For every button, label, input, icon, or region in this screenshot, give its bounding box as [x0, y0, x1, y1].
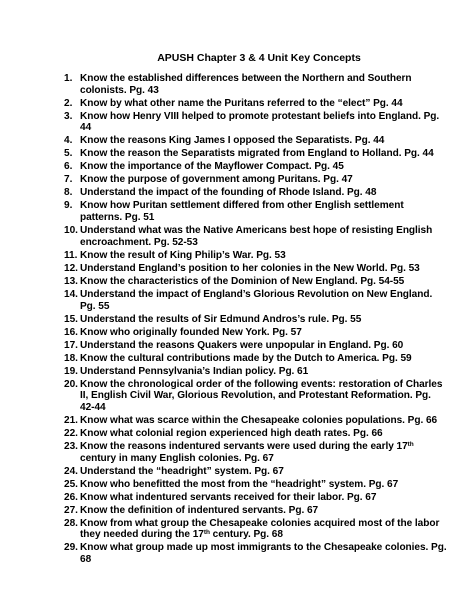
list-item: [64, 542, 448, 565]
item-text: Know the characteristics of the Dominion of New England. Pg. 54-55: [80, 275, 405, 287]
list-item: [64, 428, 448, 440]
item-number: 12.: [64, 262, 78, 274]
item-superscript: th: [203, 529, 210, 537]
list-item: [64, 518, 448, 541]
item-text: Know how Puritan settlement differed from other English settlement patterns. Pg. 51: [80, 200, 404, 224]
item-number: 1.: [64, 73, 73, 84]
list-item: [64, 161, 448, 173]
item-text-continued: century in many English colonies. Pg. 67: [80, 452, 274, 464]
item-text: Know what indentured servants received for their labor. Pg. 67: [80, 491, 377, 503]
item-text: Know the cultural contributions made by the Dutch to America. Pg. 59: [80, 352, 412, 364]
list-item: [64, 135, 448, 147]
item-number: 7.: [64, 174, 73, 186]
item-text: Know from what group the Chesapeake colonies acquired most of the labor they needed during the 17: [80, 517, 440, 541]
list-item: [64, 289, 448, 312]
item-text-continued: century. Pg. 68: [209, 529, 283, 541]
item-text: Know the reasons King James I opposed the Separatists. Pg. 44: [80, 135, 385, 147]
item-number: 21.: [64, 414, 78, 426]
list-item: [64, 250, 448, 262]
list-item: [64, 505, 448, 517]
item-text: Understand the “headright” system. Pg. 67: [80, 465, 284, 477]
item-number: 20.: [64, 378, 78, 390]
item-text: Know what was scarce within the Chesapeake colonies populations. Pg. 66: [80, 414, 438, 426]
list-item: [64, 200, 448, 223]
item-text: Understand the results of Sir Edmund Andros’s rule. Pg. 55: [80, 313, 362, 325]
item-number: 26.: [64, 491, 78, 503]
item-number: 25.: [64, 478, 78, 490]
item-number: 5.: [64, 148, 73, 160]
list-item: [64, 353, 448, 365]
item-number: 18.: [64, 352, 78, 364]
item-text: Know who originally founded New York. Pg. 57: [80, 326, 302, 338]
item-text: Know the result of King Philip’s War. Pg. 53: [80, 249, 286, 261]
document-title: APUSH Chapter 3 & 4 Unit Key Concepts: [157, 52, 361, 64]
item-text: Understand what was the Native Americans best hope of resisting English encroachment. Pg. 52-53: [80, 225, 433, 248]
list-item: [64, 276, 448, 288]
list-item: [64, 366, 448, 378]
list-item: [64, 225, 448, 248]
list-item: [64, 98, 448, 110]
item-text: Know what group made up most immigrants to the Chesapeake colonies. Pg. 68: [80, 542, 447, 566]
item-number: 11.: [64, 249, 78, 261]
item-text: Know the reason the Separatists migrated from England to Holland. Pg. 44: [80, 148, 434, 160]
item-text: Know how Henry VIII helped to promote protestant beliefs into England. Pg. 44: [80, 110, 440, 134]
item-text: Understand the impact of the founding of Rhode Island. Pg. 48: [80, 187, 377, 199]
item-number: 4.: [64, 135, 73, 147]
item-text: Know the established differences between the Northern and Southern colonists. Pg. 43: [80, 73, 412, 96]
item-number: 8.: [64, 187, 73, 199]
item-number: 6.: [64, 161, 73, 173]
list-item: [64, 263, 448, 275]
item-number: 13.: [64, 275, 78, 287]
item-text: Know what colonial region experienced high death rates. Pg. 66: [80, 427, 383, 439]
item-number: 17.: [64, 339, 78, 351]
list-item: [64, 441, 448, 464]
item-number: 22.: [64, 427, 78, 439]
list-item: [64, 111, 448, 134]
item-number: 28.: [64, 517, 78, 529]
item-number: 19.: [64, 365, 78, 377]
item-text: Know the definition of indentured servants. Pg. 67: [80, 504, 319, 516]
item-number: 14.: [64, 288, 78, 300]
item-number: 27.: [64, 504, 78, 516]
item-number: 23.: [64, 440, 78, 452]
list-item: [64, 340, 448, 352]
key-concepts-list: [64, 73, 448, 566]
item-text: Know by what other name the Puritans referred to the “elect” Pg. 44: [80, 97, 403, 109]
item-text: Understand Pennsylvania’s Indian policy. Pg. 61: [80, 365, 309, 377]
item-number: 2.: [64, 97, 73, 109]
item-number: 3.: [64, 110, 73, 122]
item-text: Know who benefitted the most from the “headright” system. Pg. 67: [80, 478, 399, 490]
item-number: 29.: [64, 542, 78, 554]
item-text: Know the chronological order of the following events: restoration of Charles II, English Civil War, Glorious Revolution, and Protestant Reformation. Pg. 42-44: [80, 378, 443, 413]
list-item: [64, 148, 448, 160]
item-number: 16.: [64, 326, 78, 338]
list-item: [64, 479, 448, 491]
item-number: 24.: [64, 465, 78, 477]
item-text: Understand the impact of England’s Glorious Revolution on New England. Pg. 55: [80, 288, 433, 312]
item-text: Know the purpose of government among Puritans. Pg. 47: [80, 174, 353, 186]
list-item: [64, 314, 448, 326]
list-item: [64, 174, 448, 186]
item-text: Know the reasons indentured servants were used during the early 17: [80, 440, 408, 452]
list-item: [64, 466, 448, 478]
list-item: [64, 415, 448, 427]
item-number: 15.: [64, 313, 78, 325]
list-item: [64, 73, 448, 96]
item-number: 9.: [64, 200, 73, 212]
list-item: [64, 379, 448, 414]
item-number: 10.: [64, 225, 78, 237]
item-text: Understand England’s position to her colonies in the New World. Pg. 53: [80, 262, 420, 274]
list-item: [64, 187, 448, 199]
list-item: [64, 327, 448, 339]
item-text: Know the importance of the Mayflower Compact. Pg. 45: [80, 161, 344, 173]
list-item: [64, 492, 448, 504]
item-superscript: th: [407, 440, 414, 448]
item-text: Understand the reasons Quakers were unpopular in England. Pg. 60: [80, 339, 404, 351]
